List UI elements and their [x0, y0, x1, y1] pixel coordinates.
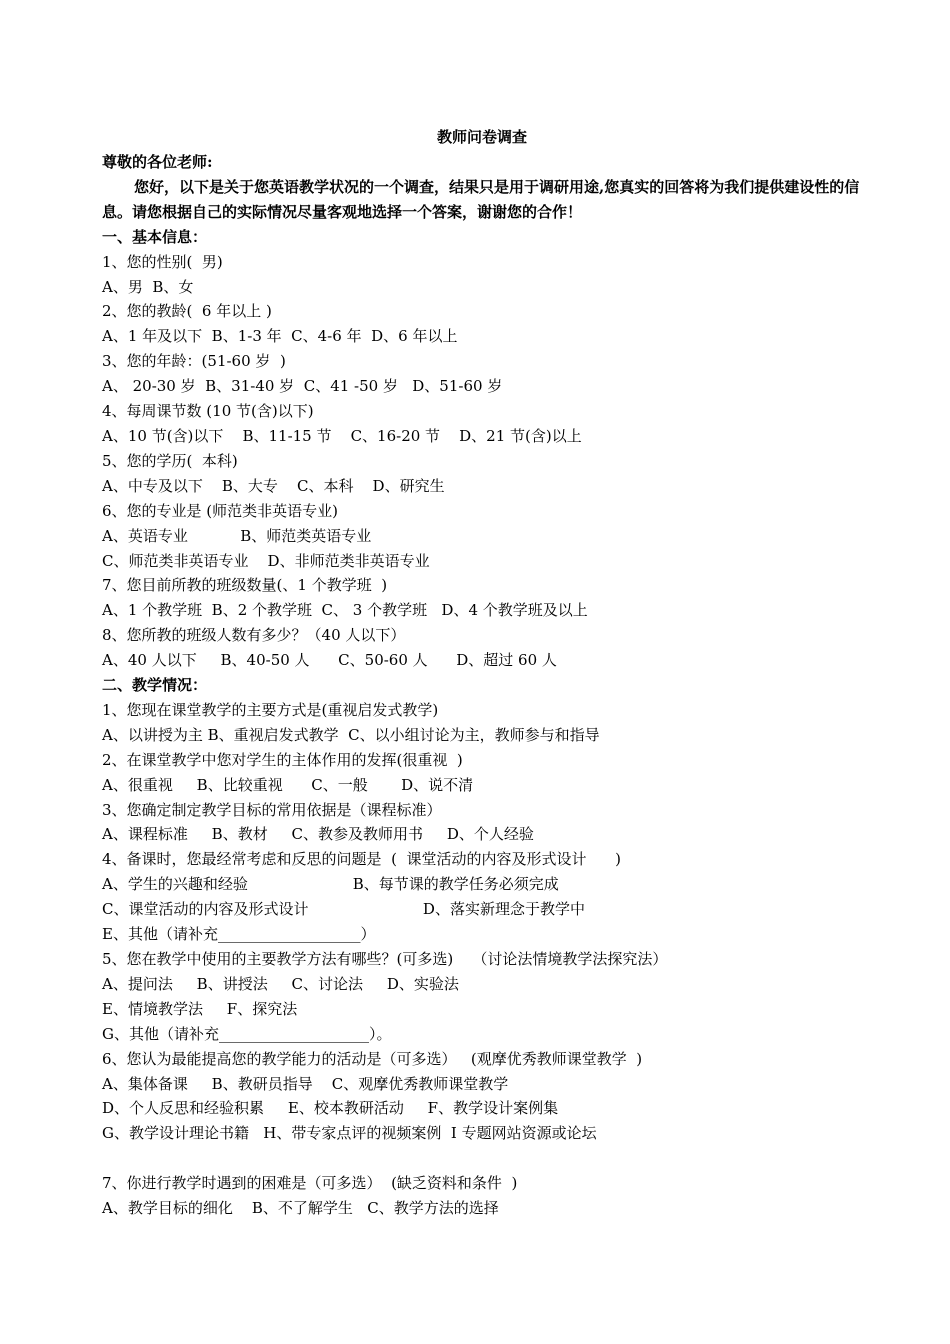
question-line: 2、您的教龄( 6 年以上 ): [102, 302, 272, 321]
document-page: [102, 124, 862, 1221]
option-line: E、情境教学法 F、探究法: [102, 999, 298, 1018]
question-line: 6、您的专业是 (师范类非英语专业): [102, 501, 339, 520]
option-line: A、很重视 B、比较重视 C、一般 D、说不清: [102, 775, 474, 794]
option-line: A、男 B、女: [102, 277, 194, 296]
question-line: 5、您在教学中使用的主要教学方法有哪些？(可多选) （讨论法情境教学法探究法）: [102, 950, 668, 968]
question-line: 6、您认为最能提高您的教学能力的活动是（可多选） (观摩优秀教师课堂教学 ): [102, 1049, 643, 1068]
option-line: C、师范类非英语专业 D、非师范类非英语专业: [102, 551, 430, 570]
question-line: 4、备课时，您最经常考虑和反思的问题是 ( 课堂活动的内容及形式设计 ): [102, 850, 621, 869]
question-line: 3、您确定制定教学目标的常用依据是（课程标准）: [102, 800, 442, 819]
section-heading-teaching: 二、教学情况：: [102, 676, 208, 695]
option-line: E、其他（请补充___________________）: [102, 925, 376, 944]
option-line: A、以讲授为主 B、重视启发式教学 C、以小组讨论为主，教师参与和指导: [102, 725, 600, 744]
question-line: 8、您所教的班级人数有多少？（40 人以下）: [102, 626, 406, 645]
question-line: 3、您的年龄：(51-60 岁 ): [102, 352, 286, 371]
page-title: 教师问卷调查: [436, 128, 527, 146]
intro-paragraph: 您好，以下是关于您英语教学状况的一个调查，结果只是用于调研用途,您真实的回答将为我们提供建设性的信息。请您根据自己的实际情况尽量客观地选择一个答案，谢谢您的合作！: [102, 177, 860, 221]
question-line: 4、每周课节数 (10 节(含)以下): [102, 402, 314, 421]
question-line: 7、你进行教学时遇到的困难是（可多选） (缺乏资料和条件 ): [102, 1174, 518, 1193]
question-line: 7、您目前所教的班级数量(、1 个教学班 ): [102, 576, 388, 595]
blank-line: [102, 1146, 862, 1171]
option-line: A、 20-30 岁 B、31-40 岁 C、41 -50 岁 D、51-60 岁: [102, 377, 503, 396]
option-line: A、提问法 B、讲授法 C、讨论法 D、实验法: [102, 974, 459, 993]
salutation: 尊敬的各位老师:: [102, 153, 213, 171]
option-line: G、教学设计理论书籍 H、带专家点评的视频案例 I 专题网站资源或论坛: [102, 1124, 597, 1143]
option-line: A、1 年及以下 B、1-3 年 C、4-6 年 D、6 年以上: [102, 327, 458, 346]
option-line: A、学生的兴趣和经验 B、每节课的教学任务必须完成: [102, 875, 559, 894]
option-line: A、英语专业 B、师范类英语专业: [102, 526, 372, 545]
option-line: A、1 个教学班 B、2 个教学班 C、 3 个教学班 D、4 个教学班及以上: [102, 601, 588, 620]
question-line: 1、您的性别( 男): [102, 252, 223, 271]
option-line: G、其他（请补充____________________）。: [102, 1024, 392, 1043]
section-heading-basic-info: 一、基本信息：: [102, 227, 208, 246]
option-line: A、40 人以下 B、40-50 人 C、50-60 人 D、超过 60 人: [102, 651, 557, 670]
option-line: A、10 节(含)以下 B、11-15 节 C、16-20 节 D、21 节(含)以上: [102, 426, 582, 445]
option-line: A、课程标准 B、教材 C、教参及教师用书 D、个人经验: [102, 825, 534, 844]
option-line: D、个人反思和经验积累 E、校本教研活动 F、教学设计案例集: [102, 1099, 559, 1118]
option-line: A、教学目标的细化 B、不了解学生 C、教学方法的选择: [102, 1199, 499, 1218]
question-line: 2、在课堂教学中您对学生的主体作用的发挥(很重视 ): [102, 750, 463, 769]
section-basic-info: [102, 250, 862, 673]
option-line: A、中专及以下 B、大专 C、本科 D、研究生: [102, 476, 445, 495]
question-line: 5、您的学历( 本科): [102, 451, 238, 470]
section-teaching: [102, 698, 862, 1221]
option-line: C、课堂活动的内容及形式设计 D、落实新理念于教学中: [102, 900, 585, 919]
option-line: A、集体备课 B、教研员指导 C、观摩优秀教师课堂教学: [102, 1074, 509, 1093]
question-line: 1、您现在课堂教学的主要方式是(重视启发式教学): [102, 700, 439, 719]
